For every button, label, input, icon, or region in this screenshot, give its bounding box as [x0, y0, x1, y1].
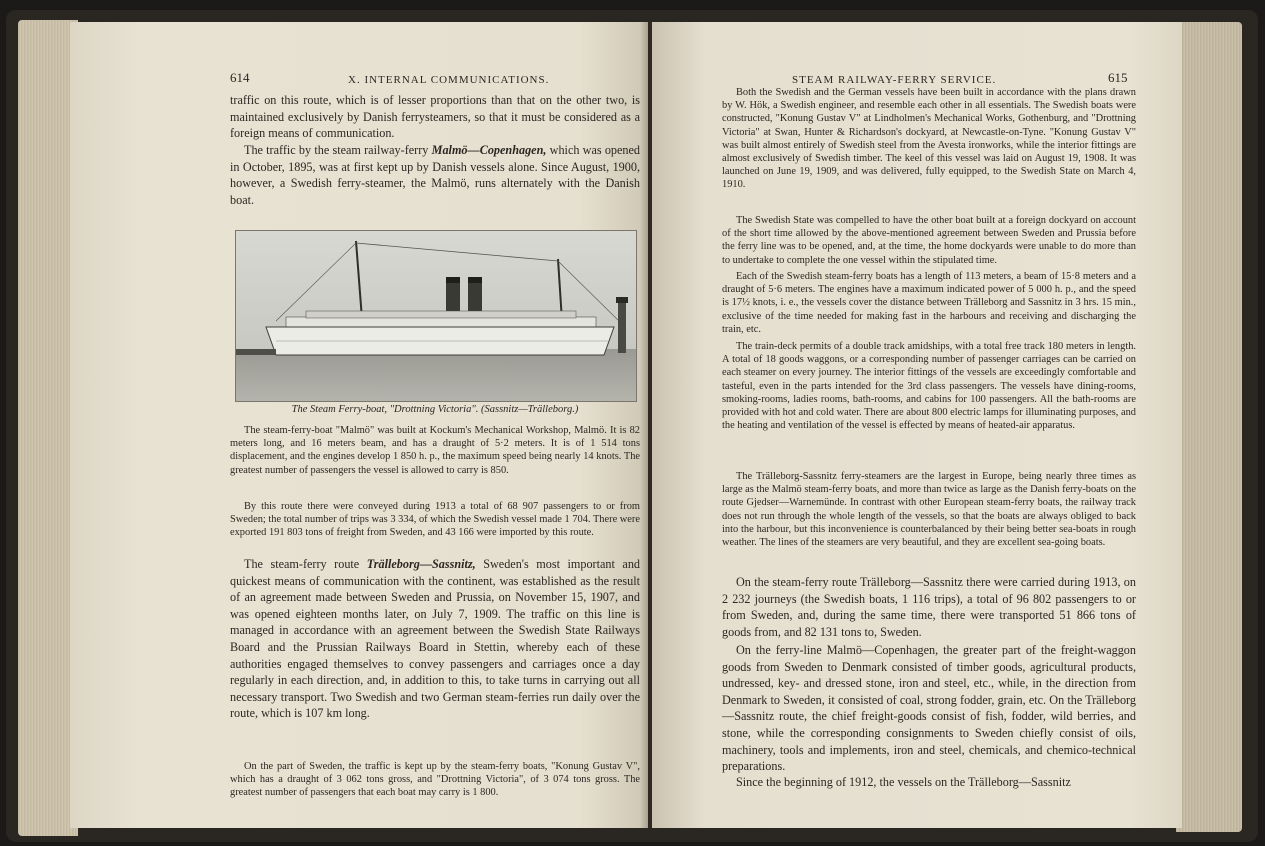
- left-para-3: [230, 556, 640, 722]
- right-page: [652, 22, 1182, 828]
- page-edges-right: [1176, 22, 1242, 832]
- left-para-3-post: Sweden's most important and quickest means of communication with the continent, was established as the result of an agreement made between Sweden and Prussia, on November 15, 1907, and was opened eighteen months later, on July 7, 1909. The traffic on this line is managed in accordance with an agreement between the Swedish State Railways Board and the Prussian Railways Board in Stettin, whereby each of these authorities engaged themselves to convey passengers and carriages once a day regularly in each direction, and, in addition to this, to take turns in carrying out all necessary transport. Two Swedish and two German steam-ferries run daily over the route, which is 107 km long.: [230, 557, 641, 721]
- right-small-2: The Swedish State was compelled to have the other boat built at a foreign dockyard on account of the short time allowed by the above-mentioned agreement between Sweden and Prussia before the ferry line was to be opened, and, at the time, the home dockyards were unable to do more than to undertake to complete the one vessel within the stipulated time.: [722, 215, 1136, 266]
- left-running-head: X. INTERNAL COMMUNICATIONS.: [348, 74, 550, 86]
- right-small-4: The train-deck permits of a double track amidships, with a total free track 180 meters in length. A total of 18 goods waggons, or a corresponding number of passenger carriages can be carried on each steamer on every journey. The interior fittings of the vessels are exceedingly comfortable and tasteful, even in the parts intended for the 3rd class passengers. The vessels have dining-rooms, smoking-rooms, ladies rooms, bath-rooms, and cabins for 100 passengers. All the bath-rooms are provided with hot and cold water. There are about 800 electric lamps for illuminating purposes, and the heating and ventilation of the vessel is effected by means of heated-air apparatus.: [722, 341, 1136, 432]
- right-para-2: On the ferry-line Malmö—Copenhagen, the greater part of the freight-waggon goods from Sweden to Denmark consisted of timber goods, agricultural products, undressed, key- and dressed stone, iron and steel, etc., while, in the direction from Denmark to Sweden, it consisted of coal, strong fodder, grain, etc. On the Trälleborg—Sassnitz route, the chief freight-goods consist of fish, fodder, wild berries, and stone, while the corresponding consignments to Sweden chiefly consist of oils, machinery, tools and implements, iron and steel, chemicals, and chemico-technical preparations.: [722, 643, 1136, 774]
- left-page: [70, 22, 648, 828]
- right-small-3: Each of the Swedish steam-ferry boats has a length of 113 meters, a beam of 15·8 meters and a draught of 5·6 meters. The engines have a maximum indicated power of 5 000 h. p., and the speed is 17½ knots, i. e., the vessels cover the distance between Trälleborg and Sassnitz in 3 hrs. 15 min., exclusive of the time needed for making fast in the harbours and receiving and discharging the train, etc.: [722, 271, 1136, 335]
- right-para-3: Since the beginning of 1912, the vessels on the Trälleborg—Sassnitz: [736, 775, 1071, 789]
- page-edges-left: [18, 20, 78, 836]
- right-small-1: Both the Swedish and the German vessels have been built in accordance with the plans drawn by W. Hök, a Swedish engineer, and resemble each other in all essentials. The Swedish boats were constructed, "Konung Gustav V" at Lindholmen's Mechanical Works, Gothenburg, and "Drottning Victoria" at Swan, Hunter & Richardson's dockyard, at Newcastle-on-Tyne. "Konung Gustav V" was built almost entirely of Swedish steel from the Avesta ironworks, while the interior fittings are almost exclusively of Swedish timber. The keel of this vessel was laid on August 19, 1908. It was launched on June 19, 1909, and was delivered, fully equipped, to the Swedish State on March 4, 1910.: [722, 87, 1136, 191]
- left-para-3-pre: The steam-ferry route: [244, 557, 360, 571]
- left-para-2-route: Malmö—Copenhagen,: [431, 143, 547, 157]
- right-para-1: On the steam-ferry route Trälleborg—Sassnitz there were carried during 1913, on 2 232 journeys (the Swedish boats, 1 116 trips), a total of 96 802 passengers to or from Sweden, and, during the same time, there were transported 51 866 tons of goods from, and 82 131 tons to, Sweden.: [722, 575, 1136, 639]
- right-page-number: 615: [1108, 70, 1128, 85]
- left-para-2-pre: The traffic by the steam railway-ferry: [244, 143, 429, 157]
- left-small-2: By this route there were conveyed during 1913 a total of 68 907 passengers to or from Sweden; the total number of trips was 3 334, of which the Swedish vessel made 1 704. There were exported 191 803 tons of freight from Sweden, and 43 166 were imported by this route.: [230, 501, 640, 539]
- photo-caption: The Steam Ferry-boat, "Drottning Victoria". (Sassnitz—Trälleborg.): [291, 404, 579, 415]
- left-para-1: traffic on this route, which is of lesser proportions than that on the other two, is maintained exclusively by Danish ferrysteamers, so that it must be considered as a foreign means of communication.: [230, 93, 640, 141]
- steamship-illustration: [236, 231, 636, 401]
- left-para-2-post: which was opened in October, 1895, was at first kept up by Danish vessels alone. Since August, 1900, however, a Swedish ferry-steamer, the Malmö, runs alternately with the Danish boat.: [230, 143, 641, 207]
- right-running-head: STEAM RAILWAY-FERRY SERVICE.: [792, 74, 997, 86]
- left-small-3: On the part of Sweden, the traffic is kept up by the steam-ferry boats, "Konung Gustav V", which has a draught of 3 062 tons gross, and "Drottning Victoria", of 3 074 tons gross. The greatest number of passengers that each boat may carry is 1 800.: [230, 761, 640, 799]
- left-page-number: 614: [230, 70, 250, 85]
- left-para-3-route: Trälleborg—Sassnitz,: [366, 557, 476, 571]
- left-para-2: [230, 142, 640, 208]
- steamship-photo: [235, 230, 637, 402]
- right-small-5: The Trälleborg-Sassnitz ferry-steamers are the largest in Europe, being nearly three times as large as the Malmö steam-ferry boats, and more than twice as large as the Danish ferry-boats on the route Gjedser—Warnemünde. In contrast with other European steam-ferry boats, the railway track does not run through the whole length of the vessels, so that the boats are always obliged to back into the harbour, but this inconvenience is counterbalanced by their being better sea-boats in rough weather. The lines of the steamers are very beautiful, and they are excellent sea-going boats.: [722, 471, 1136, 549]
- left-small-1: The steam-ferry-boat "Malmö" was built at Kockum's Mechanical Workshop, Malmö. It is 82 meters long, and 16 meters beam, and has a draught of 5·2 meters. It is of 1 514 tons displacement, and the engines develop 1 850 h. p., the maximum speed being nearly 14 knots. The greatest number of passengers the vessel is allowed to carry is 850.: [230, 425, 640, 476]
